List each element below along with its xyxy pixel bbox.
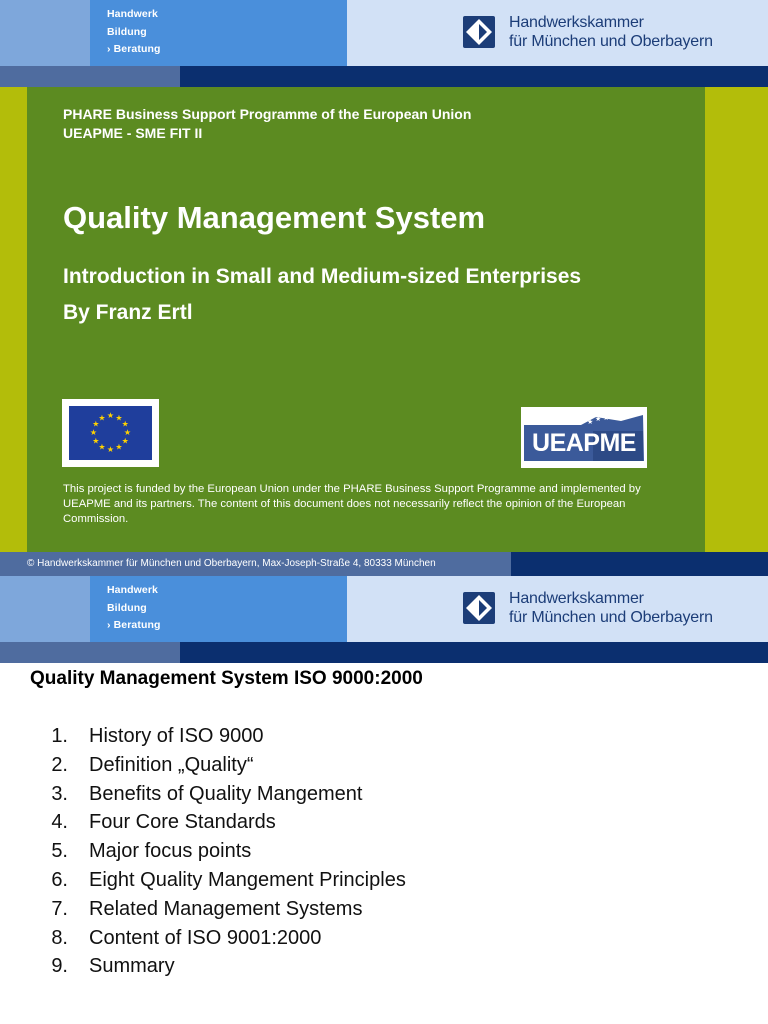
- toc-item-number: 7.: [51, 897, 68, 920]
- toc-item-label: Related Management Systems: [89, 897, 363, 920]
- hwk-logo-icon: [463, 16, 495, 48]
- eu-flag-logo: [62, 399, 159, 467]
- toc-item: [0, 811, 768, 840]
- funding-disclaimer: This project is funded by the European Union under the PHARE Business Support Programme and implemented by UEAPME and its partners. The content of this document does not necessarily reflect the opinion of the European Commission.: [63, 483, 641, 525]
- ueapme-logo: [521, 407, 647, 468]
- toc-item-number: 4.: [51, 811, 68, 834]
- svg-text:★: ★: [106, 445, 115, 454]
- svg-text:★: ★: [611, 413, 618, 421]
- svg-text:★: ★: [115, 442, 123, 452]
- toc-item: [0, 898, 768, 927]
- svg-text:★: ★: [92, 419, 100, 429]
- toc-item: [0, 783, 768, 812]
- svg-text:★: ★: [98, 413, 106, 423]
- programme-line-2: UEAPME - SME FIT II: [63, 125, 203, 141]
- slide-footer: [0, 552, 768, 576]
- header-logo-area: [347, 0, 768, 66]
- nav-handwerk[interactable]: Handwerk: [107, 8, 158, 20]
- svg-text:★: ★: [121, 419, 129, 429]
- toc-item-label: Benefits of Quality Mangement: [89, 782, 363, 805]
- svg-text:★: ★: [121, 436, 129, 446]
- toc-item-label: Content of ISO 9001:2000: [89, 926, 322, 949]
- svg-text:★: ★: [89, 428, 98, 437]
- programme-line-1: PHARE Business Support Programme of the European Union: [63, 106, 472, 122]
- svg-text:★: ★: [587, 418, 594, 426]
- toc-item-number: 5.: [51, 840, 68, 863]
- toc-item-label: Eight Quality Mangement Principles: [89, 868, 406, 891]
- svg-text:★: ★: [621, 412, 628, 420]
- svg-text:★: ★: [115, 413, 123, 423]
- header-band: [0, 66, 768, 87]
- slide2-header: [0, 576, 768, 642]
- toc-item-number: 2.: [51, 753, 68, 776]
- nav-bildung[interactable]: Bildung: [107, 26, 147, 38]
- svg-text:★: ★: [106, 411, 115, 420]
- toc-item-number: 8.: [51, 926, 68, 949]
- hwk-logo-icon: [463, 592, 495, 624]
- hwk-logo-text: Handwerkskammer für München und Oberbayern: [509, 14, 713, 50]
- toc-item: [0, 840, 768, 869]
- toc-item: [0, 955, 768, 984]
- subtitle-line-1: Introduction in Small and Medium-sized Enterprises: [63, 265, 582, 288]
- header-nav: [90, 0, 347, 66]
- toc-item-label: History of ISO 9000: [89, 725, 264, 747]
- toc-item-label: Four Core Standards: [89, 811, 276, 834]
- header-left-block: [0, 576, 90, 642]
- toc-item: [0, 869, 768, 898]
- title-slide: [0, 87, 768, 552]
- nav-bildung[interactable]: Bildung: [107, 602, 147, 614]
- toc-item-label: Definition „Quality“: [89, 753, 254, 776]
- toc-item: [0, 927, 768, 956]
- eu-flag-icon: [69, 406, 152, 460]
- svg-text:★: ★: [98, 442, 106, 452]
- slide-title: Quality Management System: [63, 200, 486, 235]
- header-band: [0, 642, 768, 663]
- ueapme-logo-text: UEAPME: [532, 429, 636, 457]
- header-left-block: [0, 0, 90, 66]
- svg-text:★: ★: [123, 428, 132, 437]
- toc-item: [0, 754, 768, 783]
- slide1-header: [0, 0, 768, 66]
- nav-beratung[interactable]: › Beratung: [107, 619, 161, 631]
- svg-text:★: ★: [603, 414, 610, 422]
- toc-item-label: Summary: [89, 955, 175, 978]
- header-nav: [90, 576, 347, 642]
- toc-item-label: Major focus points: [89, 840, 252, 863]
- table-of-contents: [0, 725, 768, 984]
- toc-item-number: 1.: [51, 725, 68, 747]
- header-logo-area: [347, 576, 768, 642]
- toc-item: [0, 725, 768, 754]
- toc-item-number: 9.: [51, 955, 68, 978]
- slide2-heading: Quality Management System ISO 9000:2000: [30, 668, 423, 689]
- hwk-logo-text: Handwerkskammer für München und Oberbayern: [509, 590, 713, 626]
- footer-address: © Handwerkskammer für München und Oberbayern, Max-Joseph-Straße 4, 80333 München: [27, 558, 436, 569]
- svg-text:★: ★: [595, 415, 602, 423]
- toc-item-number: 3.: [51, 782, 68, 805]
- toc-item-number: 6.: [51, 868, 68, 891]
- nav-beratung[interactable]: › Beratung: [107, 43, 161, 55]
- svg-text:★: ★: [92, 436, 100, 446]
- subtitle-line-2: By Franz Ertl: [63, 301, 193, 324]
- nav-handwerk[interactable]: Handwerk: [107, 584, 158, 596]
